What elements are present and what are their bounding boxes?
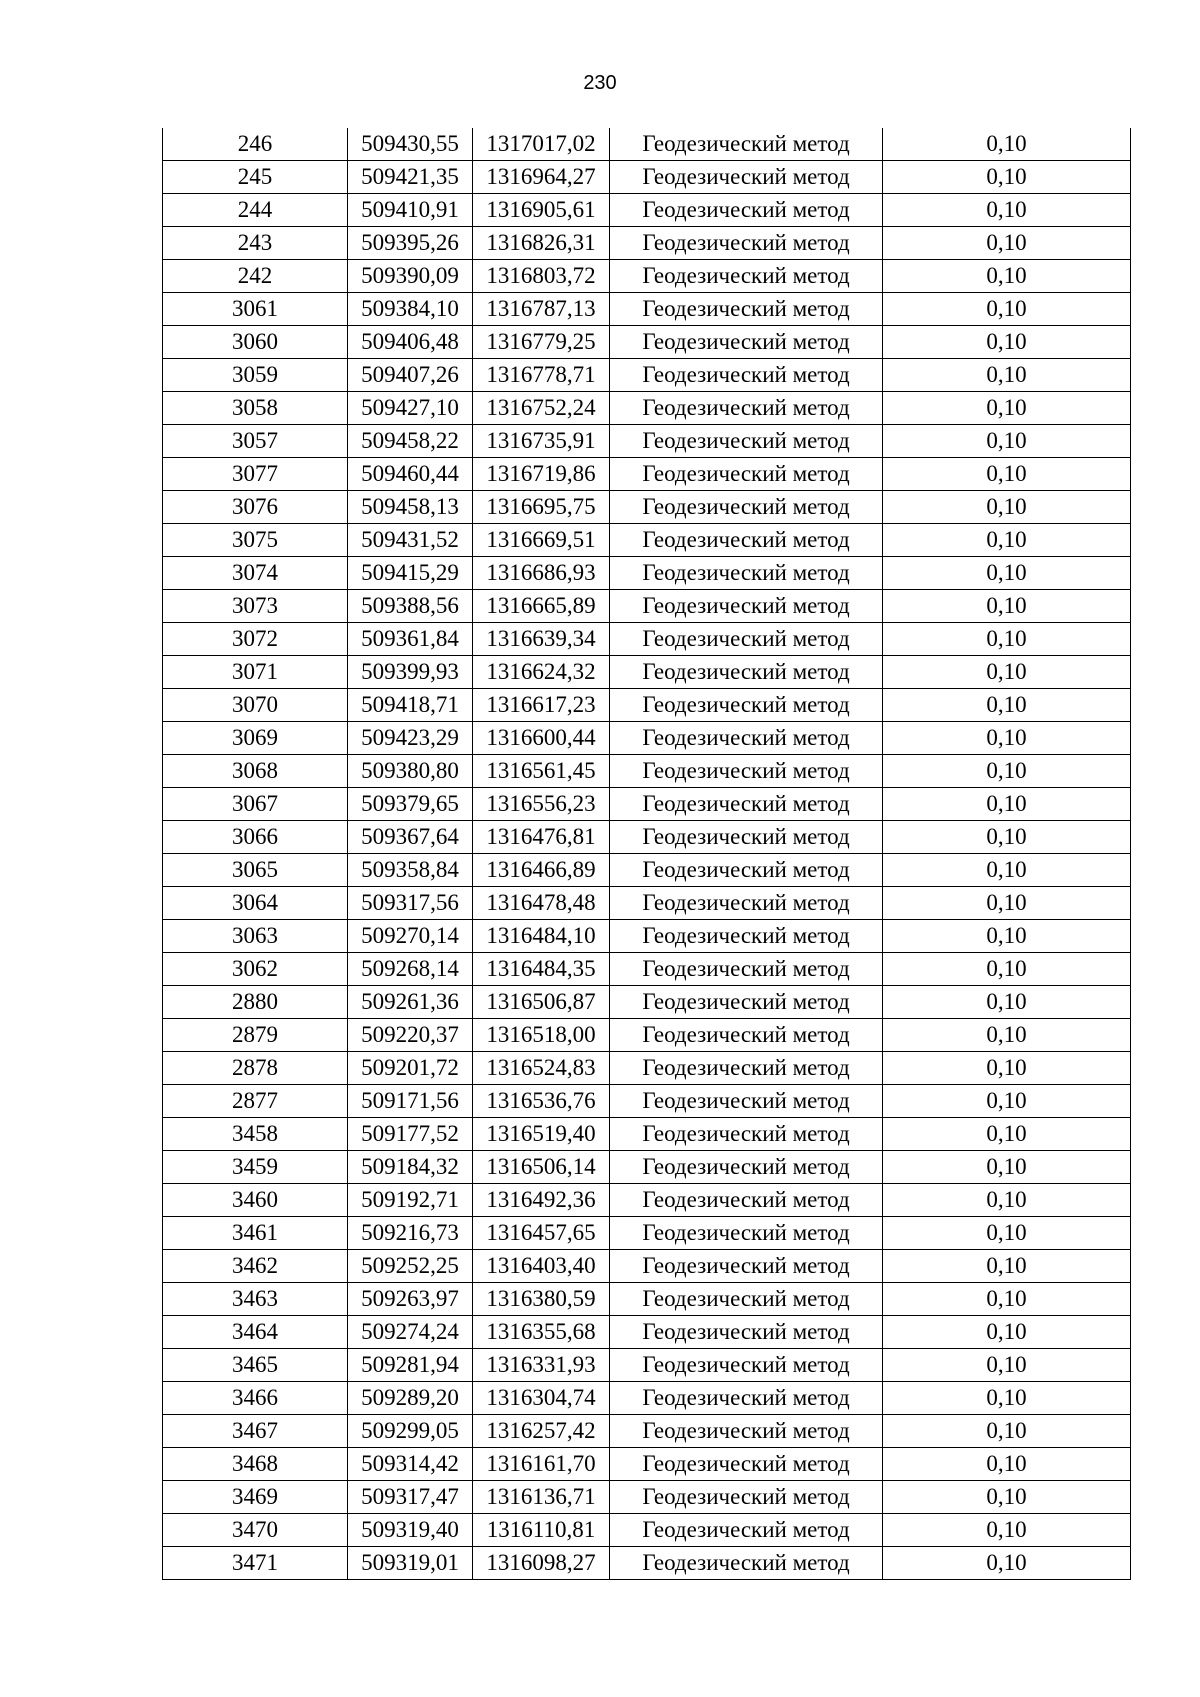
table-row bbox=[163, 128, 1131, 161]
accuracy-cell: 0,10 bbox=[883, 392, 1131, 425]
accuracy-cell: 0,10 bbox=[883, 722, 1131, 755]
y-coordinate-cell: 1316304,74 bbox=[473, 1382, 610, 1415]
table-row bbox=[163, 1316, 1131, 1349]
method-cell: Геодезический метод bbox=[610, 392, 883, 425]
table-row bbox=[163, 689, 1131, 722]
x-coordinate-cell: 509390,09 bbox=[348, 260, 473, 293]
method-cell: Геодезический метод bbox=[610, 1547, 883, 1580]
method-cell: Геодезический метод bbox=[610, 590, 883, 623]
x-coordinate-cell: 509270,14 bbox=[348, 920, 473, 953]
point-number-cell: 3064 bbox=[163, 887, 348, 920]
accuracy-cell: 0,10 bbox=[883, 788, 1131, 821]
table-row bbox=[163, 524, 1131, 557]
x-coordinate-cell: 509361,84 bbox=[348, 623, 473, 656]
table-row bbox=[163, 1514, 1131, 1547]
method-cell: Геодезический метод bbox=[610, 458, 883, 491]
accuracy-cell: 0,10 bbox=[883, 1052, 1131, 1085]
method-cell: Геодезический метод bbox=[610, 557, 883, 590]
table-row bbox=[163, 755, 1131, 788]
y-coordinate-cell: 1316826,31 bbox=[473, 227, 610, 260]
point-number-cell: 3467 bbox=[163, 1415, 348, 1448]
y-coordinate-cell: 1316331,93 bbox=[473, 1349, 610, 1382]
table-row bbox=[163, 326, 1131, 359]
y-coordinate-cell: 1316669,51 bbox=[473, 524, 610, 557]
x-coordinate-cell: 509201,72 bbox=[348, 1052, 473, 1085]
y-coordinate-cell: 1316518,00 bbox=[473, 1019, 610, 1052]
point-number-cell: 246 bbox=[163, 128, 348, 161]
x-coordinate-cell: 509427,10 bbox=[348, 392, 473, 425]
table-row bbox=[163, 656, 1131, 689]
y-coordinate-cell: 1316735,91 bbox=[473, 425, 610, 458]
y-coordinate-cell: 1316466,89 bbox=[473, 854, 610, 887]
table-row bbox=[163, 1217, 1131, 1250]
method-cell: Геодезический метод bbox=[610, 425, 883, 458]
y-coordinate-cell: 1316803,72 bbox=[473, 260, 610, 293]
accuracy-cell: 0,10 bbox=[883, 557, 1131, 590]
x-coordinate-cell: 509395,26 bbox=[348, 227, 473, 260]
method-cell: Геодезический метод bbox=[610, 1052, 883, 1085]
table-row bbox=[163, 1052, 1131, 1085]
method-cell: Геодезический метод bbox=[610, 1382, 883, 1415]
point-number-cell: 3072 bbox=[163, 623, 348, 656]
method-cell: Геодезический метод bbox=[610, 1349, 883, 1382]
point-number-cell: 3471 bbox=[163, 1547, 348, 1580]
x-coordinate-cell: 509415,29 bbox=[348, 557, 473, 590]
x-coordinate-cell: 509319,40 bbox=[348, 1514, 473, 1547]
accuracy-cell: 0,10 bbox=[883, 1382, 1131, 1415]
method-cell: Геодезический метод bbox=[610, 656, 883, 689]
y-coordinate-cell: 1316110,81 bbox=[473, 1514, 610, 1547]
table-row bbox=[163, 1283, 1131, 1316]
point-number-cell: 244 bbox=[163, 194, 348, 227]
accuracy-cell: 0,10 bbox=[883, 1415, 1131, 1448]
table-row bbox=[163, 425, 1131, 458]
accuracy-cell: 0,10 bbox=[883, 1151, 1131, 1184]
accuracy-cell: 0,10 bbox=[883, 623, 1131, 656]
y-coordinate-cell: 1316355,68 bbox=[473, 1316, 610, 1349]
point-number-cell: 3067 bbox=[163, 788, 348, 821]
y-coordinate-cell: 1316964,27 bbox=[473, 161, 610, 194]
y-coordinate-cell: 1316600,44 bbox=[473, 722, 610, 755]
point-number-cell: 3066 bbox=[163, 821, 348, 854]
method-cell: Геодезический метод bbox=[610, 1184, 883, 1217]
x-coordinate-cell: 509410,91 bbox=[348, 194, 473, 227]
y-coordinate-cell: 1316665,89 bbox=[473, 590, 610, 623]
table-row bbox=[163, 227, 1131, 260]
x-coordinate-cell: 509317,47 bbox=[348, 1481, 473, 1514]
y-coordinate-cell: 1316257,42 bbox=[473, 1415, 610, 1448]
point-number-cell: 3077 bbox=[163, 458, 348, 491]
y-coordinate-cell: 1316478,48 bbox=[473, 887, 610, 920]
table-row bbox=[163, 623, 1131, 656]
accuracy-cell: 0,10 bbox=[883, 491, 1131, 524]
x-coordinate-cell: 509399,93 bbox=[348, 656, 473, 689]
accuracy-cell: 0,10 bbox=[883, 1448, 1131, 1481]
method-cell: Геодезический метод bbox=[610, 194, 883, 227]
point-number-cell: 3057 bbox=[163, 425, 348, 458]
accuracy-cell: 0,10 bbox=[883, 887, 1131, 920]
point-number-cell: 3059 bbox=[163, 359, 348, 392]
method-cell: Геодезический метод bbox=[610, 1151, 883, 1184]
method-cell: Геодезический метод bbox=[610, 755, 883, 788]
x-coordinate-cell: 509384,10 bbox=[348, 293, 473, 326]
y-coordinate-cell: 1316136,71 bbox=[473, 1481, 610, 1514]
accuracy-cell: 0,10 bbox=[883, 1118, 1131, 1151]
y-coordinate-cell: 1316779,25 bbox=[473, 326, 610, 359]
accuracy-cell: 0,10 bbox=[883, 1349, 1131, 1382]
point-number-cell: 3469 bbox=[163, 1481, 348, 1514]
x-coordinate-cell: 509171,56 bbox=[348, 1085, 473, 1118]
method-cell: Геодезический метод bbox=[610, 1316, 883, 1349]
method-cell: Геодезический метод bbox=[610, 293, 883, 326]
x-coordinate-cell: 509431,52 bbox=[348, 524, 473, 557]
x-coordinate-cell: 509418,71 bbox=[348, 689, 473, 722]
accuracy-cell: 0,10 bbox=[883, 1481, 1131, 1514]
method-cell: Геодезический метод bbox=[610, 1217, 883, 1250]
table-row bbox=[163, 854, 1131, 887]
x-coordinate-cell: 509281,94 bbox=[348, 1349, 473, 1382]
x-coordinate-cell: 509380,80 bbox=[348, 755, 473, 788]
y-coordinate-cell: 1316484,10 bbox=[473, 920, 610, 953]
y-coordinate-cell: 1316695,75 bbox=[473, 491, 610, 524]
point-number-cell: 3073 bbox=[163, 590, 348, 623]
point-number-cell: 3063 bbox=[163, 920, 348, 953]
method-cell: Геодезический метод bbox=[610, 986, 883, 1019]
point-number-cell: 3458 bbox=[163, 1118, 348, 1151]
accuracy-cell: 0,10 bbox=[883, 986, 1131, 1019]
method-cell: Геодезический метод bbox=[610, 260, 883, 293]
method-cell: Геодезический метод bbox=[610, 854, 883, 887]
method-cell: Геодезический метод bbox=[610, 1415, 883, 1448]
point-number-cell: 3468 bbox=[163, 1448, 348, 1481]
accuracy-cell: 0,10 bbox=[883, 1085, 1131, 1118]
method-cell: Геодезический метод bbox=[610, 161, 883, 194]
y-coordinate-cell: 1316719,86 bbox=[473, 458, 610, 491]
method-cell: Геодезический метод bbox=[610, 623, 883, 656]
point-number-cell: 3071 bbox=[163, 656, 348, 689]
table-row bbox=[163, 1448, 1131, 1481]
x-coordinate-cell: 509430,55 bbox=[348, 128, 473, 161]
accuracy-cell: 0,10 bbox=[883, 590, 1131, 623]
method-cell: Геодезический метод bbox=[610, 821, 883, 854]
point-number-cell: 3464 bbox=[163, 1316, 348, 1349]
accuracy-cell: 0,10 bbox=[883, 425, 1131, 458]
x-coordinate-cell: 509460,44 bbox=[348, 458, 473, 491]
method-cell: Геодезический метод bbox=[610, 1448, 883, 1481]
point-number-cell: 3459 bbox=[163, 1151, 348, 1184]
table-row bbox=[163, 1085, 1131, 1118]
accuracy-cell: 0,10 bbox=[883, 656, 1131, 689]
y-coordinate-cell: 1316476,81 bbox=[473, 821, 610, 854]
accuracy-cell: 0,10 bbox=[883, 260, 1131, 293]
y-coordinate-cell: 1316506,87 bbox=[473, 986, 610, 1019]
y-coordinate-cell: 1316561,45 bbox=[473, 755, 610, 788]
accuracy-cell: 0,10 bbox=[883, 161, 1131, 194]
accuracy-cell: 0,10 bbox=[883, 1316, 1131, 1349]
x-coordinate-cell: 509216,73 bbox=[348, 1217, 473, 1250]
accuracy-cell: 0,10 bbox=[883, 755, 1131, 788]
point-number-cell: 3470 bbox=[163, 1514, 348, 1547]
method-cell: Геодезический метод bbox=[610, 1019, 883, 1052]
x-coordinate-cell: 509274,24 bbox=[348, 1316, 473, 1349]
x-coordinate-cell: 509458,22 bbox=[348, 425, 473, 458]
table-row bbox=[163, 590, 1131, 623]
point-number-cell: 3462 bbox=[163, 1250, 348, 1283]
accuracy-cell: 0,10 bbox=[883, 953, 1131, 986]
point-number-cell: 3075 bbox=[163, 524, 348, 557]
table-row bbox=[163, 194, 1131, 227]
y-coordinate-cell: 1316506,14 bbox=[473, 1151, 610, 1184]
x-coordinate-cell: 509319,01 bbox=[348, 1547, 473, 1580]
method-cell: Геодезический метод bbox=[610, 1250, 883, 1283]
method-cell: Геодезический метод bbox=[610, 359, 883, 392]
accuracy-cell: 0,10 bbox=[883, 821, 1131, 854]
point-number-cell: 3061 bbox=[163, 293, 348, 326]
point-number-cell: 3074 bbox=[163, 557, 348, 590]
x-coordinate-cell: 509388,56 bbox=[348, 590, 473, 623]
table-row bbox=[163, 161, 1131, 194]
accuracy-cell: 0,10 bbox=[883, 1547, 1131, 1580]
accuracy-cell: 0,10 bbox=[883, 293, 1131, 326]
method-cell: Геодезический метод bbox=[610, 920, 883, 953]
method-cell: Геодезический метод bbox=[610, 1283, 883, 1316]
y-coordinate-cell: 1316380,59 bbox=[473, 1283, 610, 1316]
method-cell: Геодезический метод bbox=[610, 524, 883, 557]
y-coordinate-cell: 1316519,40 bbox=[473, 1118, 610, 1151]
table-row bbox=[163, 821, 1131, 854]
accuracy-cell: 0,10 bbox=[883, 194, 1131, 227]
point-number-cell: 242 bbox=[163, 260, 348, 293]
method-cell: Геодезический метод bbox=[610, 1481, 883, 1514]
table-row bbox=[163, 1382, 1131, 1415]
point-number-cell: 2880 bbox=[163, 986, 348, 1019]
point-number-cell: 3070 bbox=[163, 689, 348, 722]
x-coordinate-cell: 509263,97 bbox=[348, 1283, 473, 1316]
point-number-cell: 3465 bbox=[163, 1349, 348, 1382]
accuracy-cell: 0,10 bbox=[883, 689, 1131, 722]
method-cell: Геодезический метод bbox=[610, 1085, 883, 1118]
y-coordinate-cell: 1316161,70 bbox=[473, 1448, 610, 1481]
table-row bbox=[163, 557, 1131, 590]
point-number-cell: 2878 bbox=[163, 1052, 348, 1085]
x-coordinate-cell: 509407,26 bbox=[348, 359, 473, 392]
table-row bbox=[163, 953, 1131, 986]
method-cell: Геодезический метод bbox=[610, 128, 883, 161]
accuracy-cell: 0,10 bbox=[883, 1283, 1131, 1316]
point-number-cell: 3060 bbox=[163, 326, 348, 359]
table-row bbox=[163, 1019, 1131, 1052]
table-row bbox=[163, 1547, 1131, 1580]
y-coordinate-cell: 1316492,36 bbox=[473, 1184, 610, 1217]
point-number-cell: 243 bbox=[163, 227, 348, 260]
accuracy-cell: 0,10 bbox=[883, 1019, 1131, 1052]
table-row bbox=[163, 722, 1131, 755]
x-coordinate-cell: 509289,20 bbox=[348, 1382, 473, 1415]
table-row bbox=[163, 458, 1131, 491]
point-number-cell: 3076 bbox=[163, 491, 348, 524]
point-number-cell: 3460 bbox=[163, 1184, 348, 1217]
y-coordinate-cell: 1316536,76 bbox=[473, 1085, 610, 1118]
coordinates-table-body bbox=[163, 128, 1131, 1580]
method-cell: Геодезический метод bbox=[610, 326, 883, 359]
table-row bbox=[163, 1250, 1131, 1283]
method-cell: Геодезический метод bbox=[610, 689, 883, 722]
y-coordinate-cell: 1317017,02 bbox=[473, 128, 610, 161]
point-number-cell: 3461 bbox=[163, 1217, 348, 1250]
table-row bbox=[163, 788, 1131, 821]
table-row bbox=[163, 293, 1131, 326]
x-coordinate-cell: 509220,37 bbox=[348, 1019, 473, 1052]
accuracy-cell: 0,10 bbox=[883, 1217, 1131, 1250]
y-coordinate-cell: 1316787,13 bbox=[473, 293, 610, 326]
table-row bbox=[163, 1415, 1131, 1448]
y-coordinate-cell: 1316778,71 bbox=[473, 359, 610, 392]
table-row bbox=[163, 920, 1131, 953]
method-cell: Геодезический метод bbox=[610, 1118, 883, 1151]
y-coordinate-cell: 1316524,83 bbox=[473, 1052, 610, 1085]
x-coordinate-cell: 509406,48 bbox=[348, 326, 473, 359]
point-number-cell: 3069 bbox=[163, 722, 348, 755]
y-coordinate-cell: 1316484,35 bbox=[473, 953, 610, 986]
y-coordinate-cell: 1316639,34 bbox=[473, 623, 610, 656]
point-number-cell: 3058 bbox=[163, 392, 348, 425]
x-coordinate-cell: 509317,56 bbox=[348, 887, 473, 920]
y-coordinate-cell: 1316457,65 bbox=[473, 1217, 610, 1250]
method-cell: Геодезический метод bbox=[610, 491, 883, 524]
x-coordinate-cell: 509177,52 bbox=[348, 1118, 473, 1151]
x-coordinate-cell: 509423,29 bbox=[348, 722, 473, 755]
table-row bbox=[163, 1184, 1131, 1217]
y-coordinate-cell: 1316624,32 bbox=[473, 656, 610, 689]
table-row bbox=[163, 986, 1131, 1019]
method-cell: Геодезический метод bbox=[610, 722, 883, 755]
table-row bbox=[163, 1349, 1131, 1382]
table-row bbox=[163, 1481, 1131, 1514]
page-number: 230 bbox=[583, 72, 617, 94]
table-row bbox=[163, 260, 1131, 293]
accuracy-cell: 0,10 bbox=[883, 326, 1131, 359]
x-coordinate-cell: 509261,36 bbox=[348, 986, 473, 1019]
accuracy-cell: 0,10 bbox=[883, 524, 1131, 557]
point-number-cell: 3065 bbox=[163, 854, 348, 887]
x-coordinate-cell: 509184,32 bbox=[348, 1151, 473, 1184]
method-cell: Геодезический метод bbox=[610, 887, 883, 920]
x-coordinate-cell: 509192,71 bbox=[348, 1184, 473, 1217]
accuracy-cell: 0,10 bbox=[883, 1514, 1131, 1547]
x-coordinate-cell: 509268,14 bbox=[348, 953, 473, 986]
x-coordinate-cell: 509379,65 bbox=[348, 788, 473, 821]
table-row bbox=[163, 1118, 1131, 1151]
x-coordinate-cell: 509458,13 bbox=[348, 491, 473, 524]
accuracy-cell: 0,10 bbox=[883, 1184, 1131, 1217]
x-coordinate-cell: 509299,05 bbox=[348, 1415, 473, 1448]
method-cell: Геодезический метод bbox=[610, 953, 883, 986]
method-cell: Геодезический метод bbox=[610, 788, 883, 821]
x-coordinate-cell: 509421,35 bbox=[348, 161, 473, 194]
accuracy-cell: 0,10 bbox=[883, 854, 1131, 887]
point-number-cell: 3463 bbox=[163, 1283, 348, 1316]
y-coordinate-cell: 1316617,23 bbox=[473, 689, 610, 722]
y-coordinate-cell: 1316556,23 bbox=[473, 788, 610, 821]
point-number-cell: 3466 bbox=[163, 1382, 348, 1415]
table-row bbox=[163, 491, 1131, 524]
y-coordinate-cell: 1316403,40 bbox=[473, 1250, 610, 1283]
x-coordinate-cell: 509314,42 bbox=[348, 1448, 473, 1481]
table-row bbox=[163, 1151, 1131, 1184]
x-coordinate-cell: 509367,64 bbox=[348, 821, 473, 854]
x-coordinate-cell: 509358,84 bbox=[348, 854, 473, 887]
accuracy-cell: 0,10 bbox=[883, 359, 1131, 392]
accuracy-cell: 0,10 bbox=[883, 920, 1131, 953]
coordinates-table bbox=[162, 128, 1131, 1580]
table-row bbox=[163, 392, 1131, 425]
point-number-cell: 245 bbox=[163, 161, 348, 194]
accuracy-cell: 0,10 bbox=[883, 458, 1131, 491]
y-coordinate-cell: 1316752,24 bbox=[473, 392, 610, 425]
accuracy-cell: 0,10 bbox=[883, 227, 1131, 260]
table-row bbox=[163, 359, 1131, 392]
accuracy-cell: 0,10 bbox=[883, 128, 1131, 161]
y-coordinate-cell: 1316098,27 bbox=[473, 1547, 610, 1580]
point-number-cell: 2877 bbox=[163, 1085, 348, 1118]
y-coordinate-cell: 1316686,93 bbox=[473, 557, 610, 590]
point-number-cell: 2879 bbox=[163, 1019, 348, 1052]
point-number-cell: 3068 bbox=[163, 755, 348, 788]
method-cell: Геодезический метод bbox=[610, 1514, 883, 1547]
point-number-cell: 3062 bbox=[163, 953, 348, 986]
table-row bbox=[163, 887, 1131, 920]
method-cell: Геодезический метод bbox=[610, 227, 883, 260]
x-coordinate-cell: 509252,25 bbox=[348, 1250, 473, 1283]
y-coordinate-cell: 1316905,61 bbox=[473, 194, 610, 227]
accuracy-cell: 0,10 bbox=[883, 1250, 1131, 1283]
